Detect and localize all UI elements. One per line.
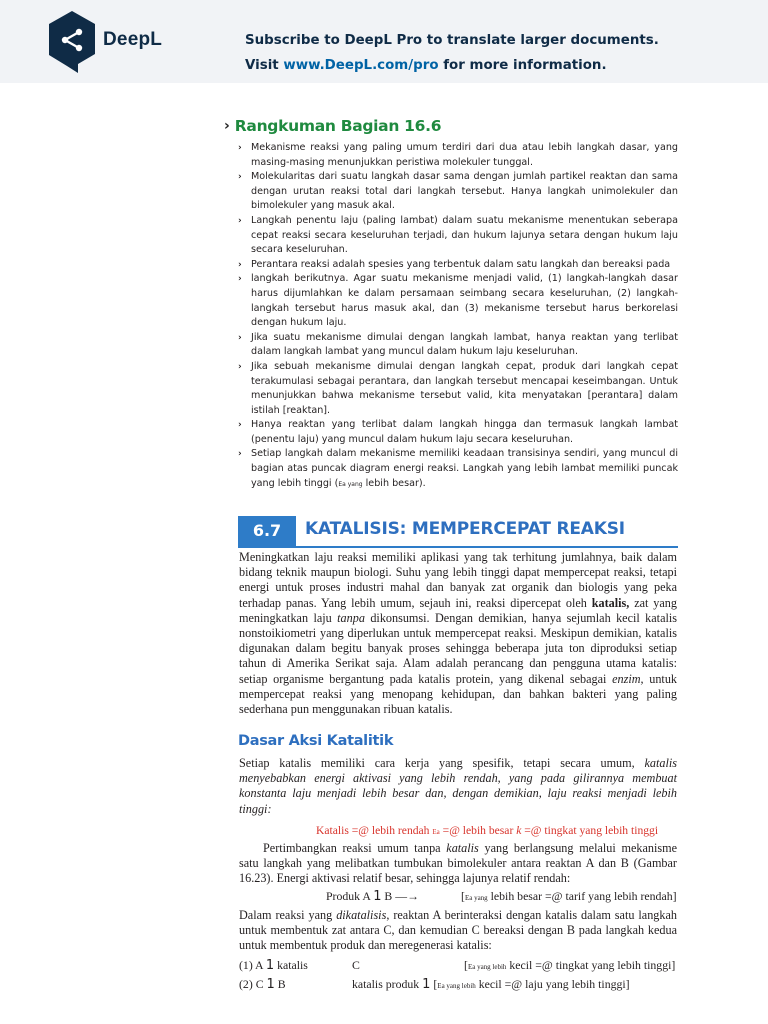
list-item-text: Setiap langkah dalam mekanisme memiliki keadaan transisinya sendiri, yang muncul di bagian atas puncak diagram energi reaksi. Langkah yang lebih lambat memiliki puncak yang lebih tinggi ( <box>251 448 678 489</box>
paragraph-intro <box>239 550 677 717</box>
paragraph-basis <box>239 756 677 817</box>
bullet-icon: › <box>238 143 242 153</box>
list-item-text: Hanya reaktan yang terlibat dalam langkah hingga dan termasuk langkah lambat (penentu laju) yang muncul dalam hukum laju secara keseluruhan. <box>251 419 678 445</box>
equation-step-2-note <box>352 977 630 992</box>
list-item-text-end: lebih besar). <box>362 477 426 489</box>
emphasis-tanpa: tanpa <box>337 610 365 625</box>
text-span: dikonsumsi. Dengan demikian, hanya sejumlah kecil katalis nonstoikiometri yang diperlukan untuk mempercepat reaksi. Meskipun demikian, katalis digunakan dalam begitu banyak proses sehingga beberapa juta ton diproduksi setiap tahun di Amerika Serikat saja. Alam adalah perancang dan pengguna utama katalis: setiap organisme bergantung pada katalis protein, yang dikenal sebagai <box>239 610 677 686</box>
formula-part: =@ lebih besar <box>439 824 517 837</box>
text-span: Setiap katalis memiliki cara kerja yang spesifik, tetapi secara umum, <box>239 756 645 770</box>
text-span: Meningkatkan laju reaksi memiliki aplikasi yang tak terhitung jumlahnya, baik dalam bidang teknik maupun biologi. Suhu yang lebih tinggi dapat mempercepat reaksi, tetapi energi untuk proses industri mahal dan banyak zat organik dan biologis yang peka terhadap panas. Yang lebih umum, sejauh ini, reaksi dipercepat oleh <box>239 550 677 610</box>
eq-part: kecil =@ laju yang lebih tinggi] <box>475 977 630 991</box>
list-item <box>238 258 678 273</box>
plus-sign: 1 <box>266 977 275 992</box>
catalyst-formula <box>316 824 658 837</box>
emphasis-dikatalisis: dikatalisis <box>336 908 387 922</box>
summary-list <box>238 141 678 492</box>
equation-step-1-note <box>464 958 675 973</box>
text-span: Pertimbangkan reaksi umum tanpa <box>263 841 447 855</box>
list-item <box>238 447 678 492</box>
summary-heading <box>224 117 441 135</box>
list-item <box>238 331 678 360</box>
ea-subscript: Ea yang <box>338 480 363 488</box>
eq-part: [ <box>461 889 465 903</box>
bullet-icon: › <box>238 420 242 431</box>
text-span: yang berlangsung melalui mekanisme satu langkah yang melibatkan tumbukan bimolekuler antara reaktan A dan B (Gambar 16.23). Energi aktivasi relatif besar, sehingga lajunya relatif rendah: <box>239 841 677 886</box>
text-span: zat yang meningkatkan laju <box>239 595 677 625</box>
section-number: 6.7 <box>238 516 296 546</box>
list-item <box>238 418 678 447</box>
plus-sign: 1 <box>373 889 382 904</box>
eq-part: katalis produk <box>352 977 423 991</box>
equation-step-1-product: C <box>352 958 360 972</box>
list-item-text: Jika suatu mekanisme dimulai dengan langkah lambat, hanya reaktan yang terlibat dalam langkah lambat yang muncul dalam hukum laju keseluruhan. <box>251 331 678 358</box>
banner-line-2-prefix: Visit <box>245 58 284 73</box>
equation-step-1 <box>239 958 308 973</box>
deepl-banner <box>0 0 768 83</box>
paragraph-uncatalyzed <box>239 841 677 887</box>
list-item <box>238 360 678 418</box>
ea-subscript: Ea yang lebih <box>437 982 476 990</box>
eq-part: lebih besar =@ tarif yang lebih rendah] <box>487 889 677 903</box>
eq-part: B <box>381 889 396 903</box>
term-katalis: katalis, <box>591 595 630 610</box>
bullet-icon: › <box>238 172 242 183</box>
equation-uncatalyzed-note <box>461 889 677 904</box>
banner-line-2-suffix: for more information. <box>438 58 607 73</box>
eq-part: B <box>274 977 286 991</box>
bullet-icon: › <box>238 215 242 226</box>
banner-line-1: Subscribe to DeepL Pro to translate larger documents. <box>245 33 659 48</box>
ea-subscript: Ea yang lebih <box>467 963 507 971</box>
deepl-pro-link[interactable]: www.DeepL.com/pro <box>283 58 439 73</box>
plus-sign: 1 <box>422 977 431 992</box>
emphasis-statement: katalis menyebabkan energi aktivasi yang lebih rendah, yang pada gilirannya membuat konstanta laju menjadi lebih besar dan, dengan demikian, laju reaksi menjadi lebih tinggi: <box>239 756 677 816</box>
list-item-text: Mekanisme reaksi yang paling umum terdiri dari dua atau lebih langkah dasar, yang masing-masing menunjukkan peristiwa molekuler tunggal. <box>251 142 678 168</box>
eq-part: [ <box>464 958 468 972</box>
logo-text: DeepL <box>103 29 163 50</box>
list-item-text: Perantara reaksi adalah spesies yang terbentuk dalam satu langkah dan bereaksi pada <box>251 258 671 270</box>
list-item <box>238 272 678 330</box>
equation-step-2 <box>239 977 286 992</box>
arrow-right-icon: —→ <box>395 889 419 903</box>
eq-part: (1) A <box>239 958 266 972</box>
eq-part: katalis <box>274 958 308 972</box>
banner-message <box>245 28 659 78</box>
ea-subscript: Ea <box>432 828 440 836</box>
eq-part: (2) C <box>239 977 267 991</box>
bullet-icon: › <box>238 449 242 460</box>
text-span: Dalam reaksi yang <box>239 908 337 922</box>
bullet-icon: › <box>238 259 242 270</box>
paragraph-catalyzed <box>239 908 677 954</box>
deepl-logo-icon <box>46 10 98 74</box>
bullet-icon: › <box>238 274 242 285</box>
list-item <box>238 214 678 258</box>
eq-part: kecil =@ tingkat yang lebih tinggi] <box>506 958 676 972</box>
formula-part: =@ tingkat yang lebih tinggi <box>521 824 659 837</box>
term-enzim: enzim, <box>612 671 644 686</box>
deepl-logo[interactable] <box>46 10 176 74</box>
list-item-text: Langkah penentu laju (paling lambat) dalam suatu mekanisme menentukan seberapa cepat reaksi secara keseluruhan terjadi, dan hukum lajunya setara dengan hukum laju secara keseluruhan. <box>251 214 678 256</box>
list-item-text: langkah berikutnya. Agar suatu mekanisme menjadi valid, (1) langkah-langkah dasar harus dijumlahkan ke dalam persamaan seimbang secara keseluruhan, (2) langkah-langkah tersebut harus masuk akal, dan (3) mekanisme tersebut harus berkorelasi dengan hukum laju. <box>251 273 678 329</box>
subsection-title: Dasar Aksi Katalitik <box>238 733 394 749</box>
section-title: KATALISIS: MEMPERCEPAT REAKSI <box>305 519 625 539</box>
eq-part: Produk A <box>326 889 374 903</box>
banner-line-2 <box>245 53 659 78</box>
list-item <box>238 170 678 214</box>
section-divider <box>238 546 678 548</box>
text-span: , reaktan A berinteraksi dengan katalis dalam satu langkah untuk membentuk zat antara C, dan kemudian C bereaksi dengan B pada langkah kedua untuk membentuk produk dan meregenerasi katalis: <box>239 908 677 953</box>
summary-title: Rangkuman Bagian 16.6 <box>234 117 442 135</box>
equation-uncatalyzed <box>326 889 419 904</box>
chevron-right-icon: › <box>224 118 230 134</box>
ea-subscript: Ea yang <box>464 894 488 902</box>
list-item-text: Molekularitas dari suatu langkah dasar sama dengan jumlah partikel reaktan dan sama dengan urutan reaksi total dari langkah tersebut. Hanya langkah unimolekuler dan bimolekuler yang masuk akal. <box>251 171 678 212</box>
formula-part: Katalis =@ lebih rendah <box>316 824 433 837</box>
plus-sign: 1 <box>265 958 275 973</box>
emphasis-katalis: katalis <box>446 841 479 855</box>
bullet-icon: › <box>238 332 242 343</box>
bullet-icon: › <box>238 361 242 372</box>
text-span: untuk mempercepat reaksi yang menopang kehidupan, dan bahkan bakteri yang paling sederhana pun menggunakan ribuan katalis. <box>239 671 678 717</box>
list-item <box>238 141 678 170</box>
rate-constant-k: k <box>516 824 522 837</box>
eq-part: [ <box>430 977 438 991</box>
list-item-text: Jika sebuah mekanisme dimulai dengan langkah cepat, produk dari langkah cepat terakumulasi sebagai perantara, dan langkah tersebut mencapai keseimbangan. Untuk menunjukkan bahwa mekanisme tersebut valid, kita menyatakan [perantara] dalam istilah [reaktan]. <box>251 360 678 416</box>
